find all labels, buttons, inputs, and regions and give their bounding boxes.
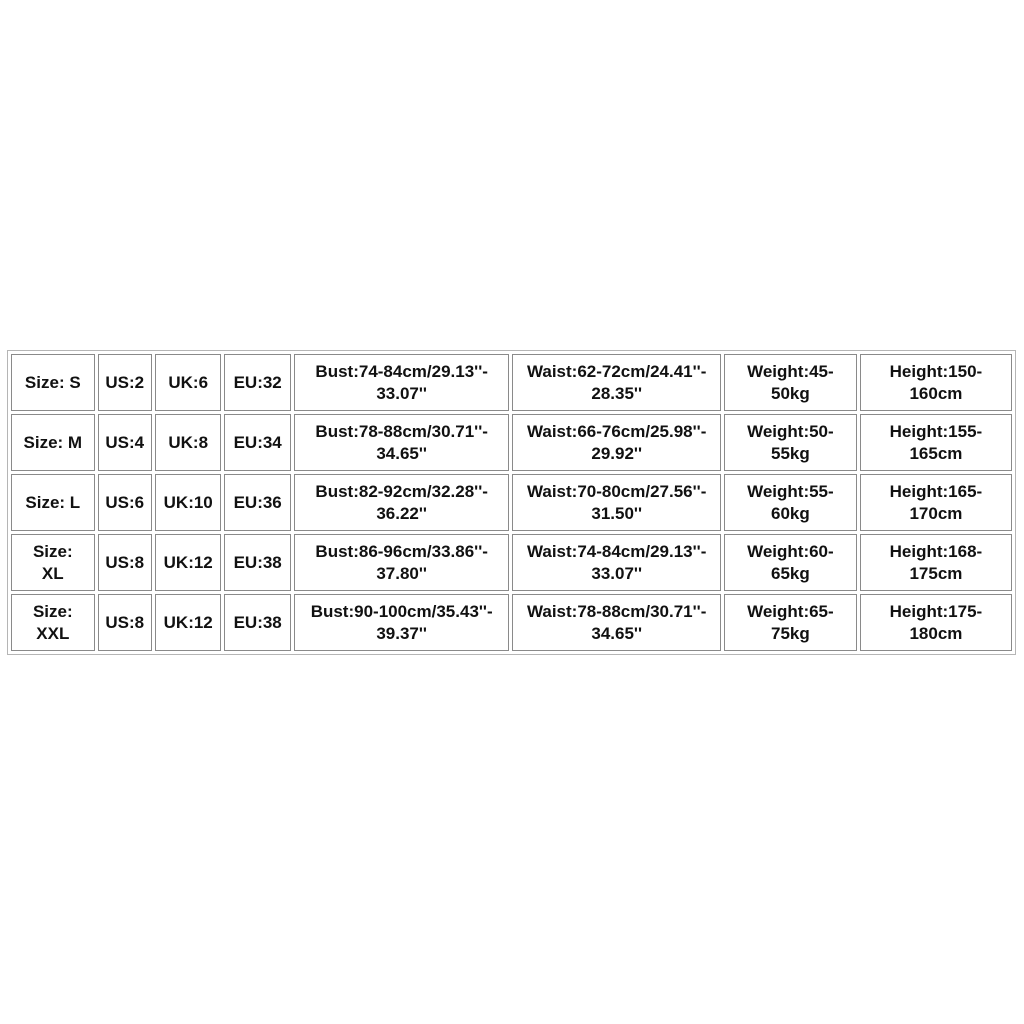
waist-cell: Waist:62-72cm/24.41''- 28.35'' bbox=[512, 354, 720, 411]
eu-size-cell: EU:32 bbox=[224, 354, 290, 411]
bust-cell: Bust:86-96cm/33.86''- 37.80'' bbox=[294, 534, 510, 591]
bust-cell: Bust:82-92cm/32.28''- 36.22'' bbox=[294, 474, 510, 531]
height-cell: Height:155- 165cm bbox=[860, 414, 1012, 471]
table-row bbox=[11, 414, 1012, 471]
size-cell: Size: S bbox=[11, 354, 95, 411]
bust-cell: Bust:74-84cm/29.13''- 33.07'' bbox=[294, 354, 510, 411]
size-cell: Size: L bbox=[11, 474, 95, 531]
height-cell: Height:175- 180cm bbox=[860, 594, 1012, 651]
weight-cell: Weight:55- 60kg bbox=[724, 474, 857, 531]
size-chart-table bbox=[7, 350, 1016, 655]
us-size-cell: US:8 bbox=[98, 594, 152, 651]
us-size-cell: US:4 bbox=[98, 414, 152, 471]
eu-size-cell: EU:38 bbox=[224, 534, 290, 591]
table-row bbox=[11, 354, 1012, 411]
eu-size-cell: EU:36 bbox=[224, 474, 290, 531]
table-row bbox=[11, 594, 1012, 651]
us-size-cell: US:6 bbox=[98, 474, 152, 531]
size-cell: Size: XL bbox=[11, 534, 95, 591]
bust-cell: Bust:78-88cm/30.71''- 34.65'' bbox=[294, 414, 510, 471]
us-size-cell: US:8 bbox=[98, 534, 152, 591]
waist-cell: Waist:74-84cm/29.13''- 33.07'' bbox=[512, 534, 720, 591]
size-cell: Size: XXL bbox=[11, 594, 95, 651]
height-cell: Height:165- 170cm bbox=[860, 474, 1012, 531]
weight-cell: Weight:50- 55kg bbox=[724, 414, 857, 471]
weight-cell: Weight:45- 50kg bbox=[724, 354, 857, 411]
uk-size-cell: UK:10 bbox=[155, 474, 221, 531]
weight-cell: Weight:60- 65kg bbox=[724, 534, 857, 591]
uk-size-cell: UK:12 bbox=[155, 534, 221, 591]
uk-size-cell: UK:12 bbox=[155, 594, 221, 651]
table-row bbox=[11, 474, 1012, 531]
height-cell: Height:150- 160cm bbox=[860, 354, 1012, 411]
weight-cell: Weight:65- 75kg bbox=[724, 594, 857, 651]
waist-cell: Waist:66-76cm/25.98''- 29.92'' bbox=[512, 414, 720, 471]
waist-cell: Waist:70-80cm/27.56''- 31.50'' bbox=[512, 474, 720, 531]
size-cell: Size: M bbox=[11, 414, 95, 471]
eu-size-cell: EU:34 bbox=[224, 414, 290, 471]
bust-cell: Bust:90-100cm/35.43''- 39.37'' bbox=[294, 594, 510, 651]
us-size-cell: US:2 bbox=[98, 354, 152, 411]
height-cell: Height:168- 175cm bbox=[860, 534, 1012, 591]
uk-size-cell: UK:8 bbox=[155, 414, 221, 471]
eu-size-cell: EU:38 bbox=[224, 594, 290, 651]
waist-cell: Waist:78-88cm/30.71''- 34.65'' bbox=[512, 594, 720, 651]
table-row bbox=[11, 534, 1012, 591]
uk-size-cell: UK:6 bbox=[155, 354, 221, 411]
